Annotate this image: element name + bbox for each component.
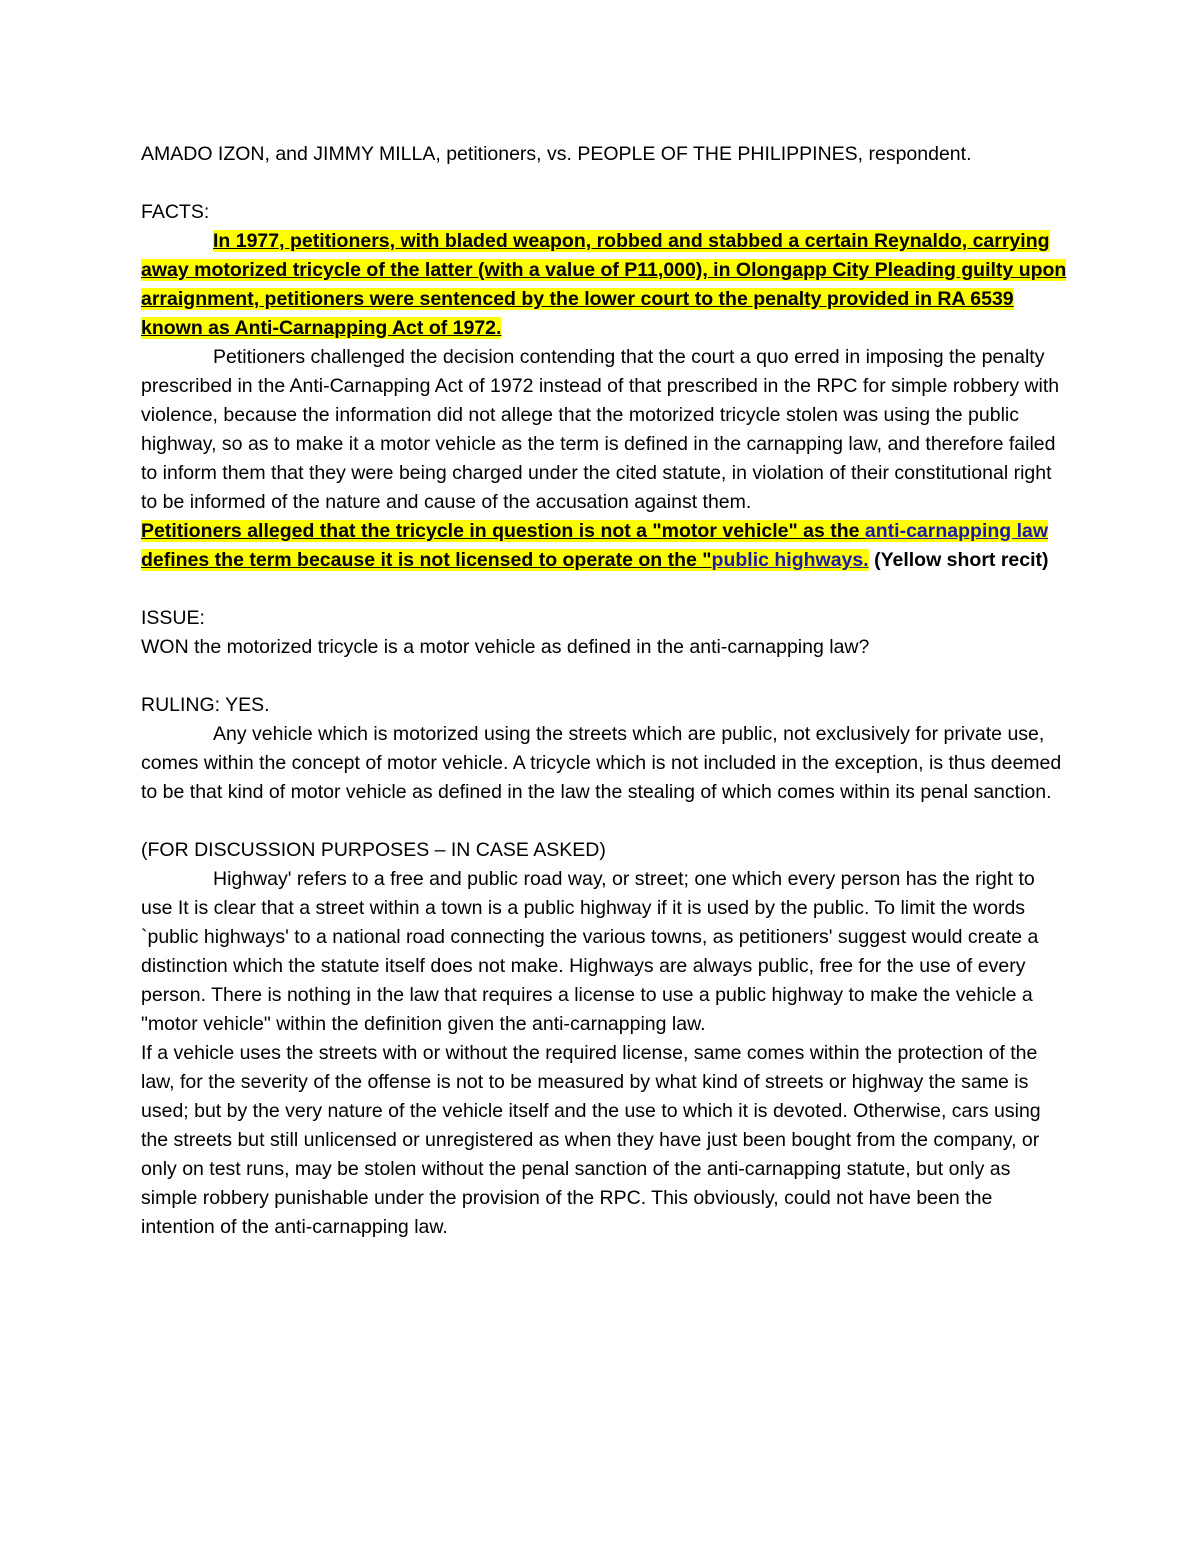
issue-text: WON the motorized tricycle is a motor vehicle as defined in the anti-carnapping law? <box>141 636 870 658</box>
discussion-heading: (FOR DISCUSSION PURPOSES – IN CASE ASKED) <box>141 839 606 861</box>
facts-paragraph: Petitioners challenged the decision contending that the court a quo erred in imposing the penalty prescribed in the Anti-Carnapping Act of 1972 instead of that prescribed in the RPC for simple robbery with violence, because the information did not allege that the motorized tricycle stolen was using the public highway, so as to make it a motor vehicle as the term is defined in the carnapping law, and therefore failed to inform them that they were being charged under the cited statute, in violation of their constitutional right to be informed of the nature and cause of the accusation against them. <box>141 346 1060 513</box>
document-page <box>141 140 1071 1242</box>
ruling-text: Any vehicle which is motorized using the streets which are public, not exclusively for private use, comes within the concept of motor vehicle. A tricycle which is not included in the exception, is thus deemed to be that kind of motor vehicle as defined in the law the stealing of which comes within its penal sanction. <box>141 723 1062 803</box>
highlight-text: In 1977, petitioners, with bladed weapon, robbed and stabbed a certain Reynaldo, carrying away motorized tricycle of the latter (with a value of P11,000), in Olongapp City Pleading guilty upon arraignment, petitioners were sentenced by the lower court to the penalty provided in RA 6539 known as Anti-Carnapping Act of 1972. <box>141 230 1067 339</box>
public-highways-link[interactable]: public highways. <box>711 549 869 571</box>
spacer <box>141 575 1071 604</box>
ruling-heading: RULING: YES. <box>141 694 270 716</box>
yellow-note: (Yellow short recit) <box>868 549 1049 571</box>
highlight-text: Petitioners alleged that the tricycle in question is not a "motor vehicle" as the <box>141 520 865 542</box>
spacer <box>141 169 1071 198</box>
discussion-paragraph-2: If a vehicle uses the streets with or without the required license, same comes within the protection of the law, for the severity of the offense is not to be measured by what kind of streets or highway the same is used; but by the very nature of the vehicle itself and the use to which it is devoted. Otherwise, cars using the streets but still unlicensed or unregistered as when they have just been bought from the company, or only on test runs, may be stolen without the penal sanction of the anti-carnapping statute, but only as simple robbery punishable under the provision of the RPC. This obviously, could not have been the intention of the anti-carnapping law. <box>141 1042 1041 1238</box>
spacer <box>141 807 1071 836</box>
facts-heading: FACTS: <box>141 201 210 223</box>
issue-heading: ISSUE: <box>141 607 205 629</box>
facts-highlighted-summary <box>141 227 1071 343</box>
facts-highlighted-allegation <box>141 517 1071 575</box>
anti-carnapping-law-link[interactable]: anti-carnapping law <box>864 520 1049 542</box>
highlight-text: defines the term because it is not licensed to operate on the " <box>141 549 712 571</box>
spacer <box>141 662 1071 691</box>
case-title: AMADO IZON, and JIMMY MILLA, petitioners, vs. PEOPLE OF THE PHILIPPINES, respondent. <box>141 143 972 165</box>
discussion-paragraph-1: Highway' refers to a free and public road way, or street; one which every person has the right to use It is clear that a street within a town is a public highway if it is used by the public. To limit the words `public highways' to a national road connecting the various towns, as petitioners' suggest would create a distinction which the statute itself does not make. Highways are always public, free for the use of every person. There is nothing in the law that requires a license to use a public highway to make the vehicle a "motor vehicle" within the definition given the anti-carnapping law. <box>141 868 1039 1035</box>
